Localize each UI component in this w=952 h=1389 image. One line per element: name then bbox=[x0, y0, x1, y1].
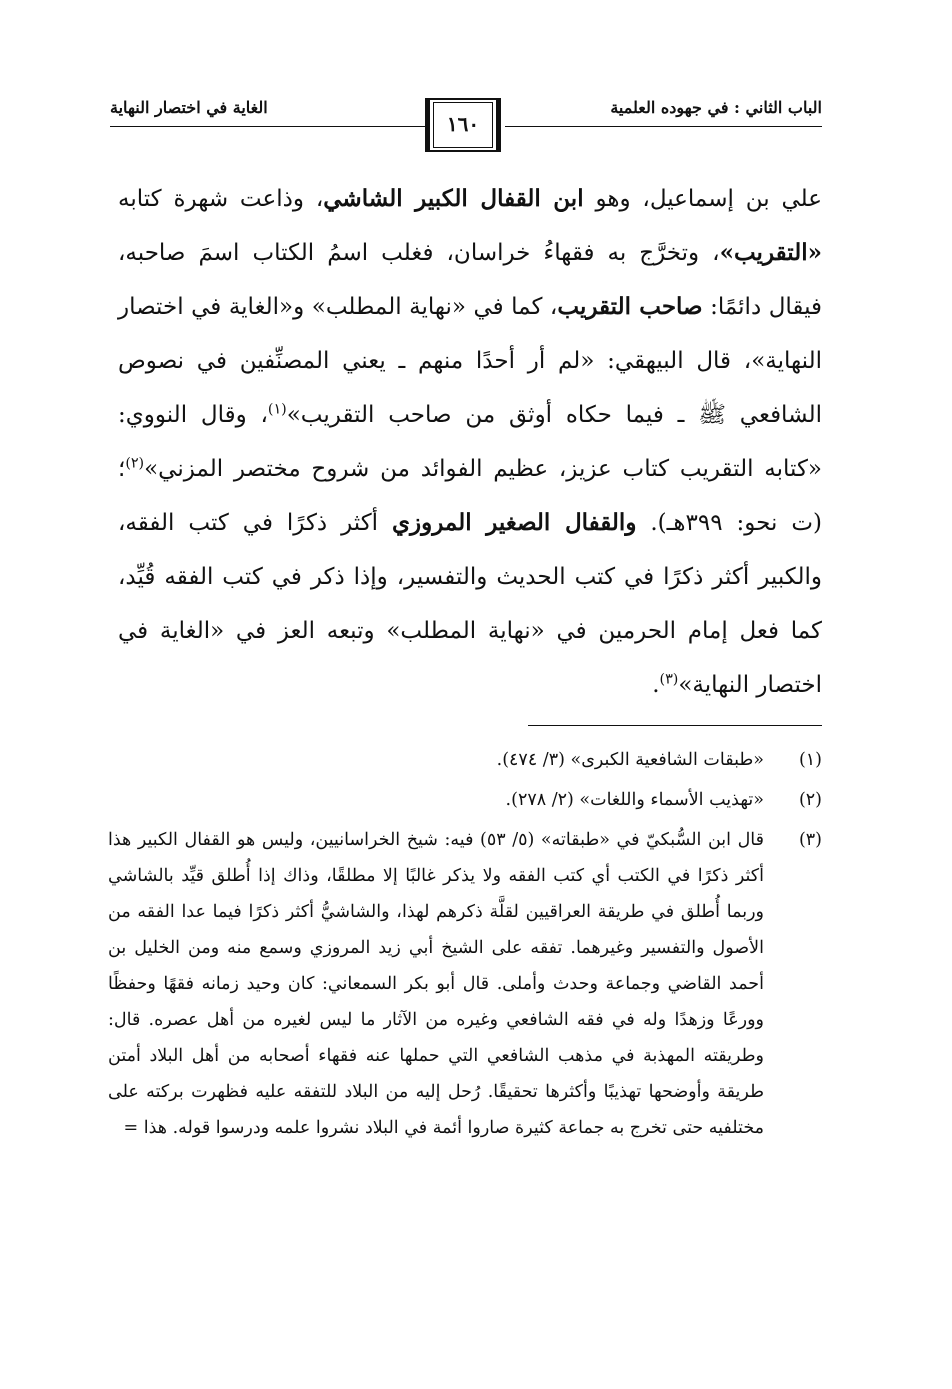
header-rule-left bbox=[110, 126, 425, 127]
bold-run: صاحب التقريب bbox=[557, 293, 703, 320]
text-run: ، وذاعت شهرة كتابه bbox=[118, 186, 324, 212]
footnote bbox=[108, 782, 822, 818]
footnote-ref: (٢) bbox=[125, 455, 145, 472]
text-run: علي بن إسماعيل، وهو bbox=[583, 186, 822, 212]
text-run: ، كما في «نهاية المطلب» و«الغاية في اختصار النهاية»، قال البيهقي: «لم أر أحدًا منهم ـ يعني المصنِّفين في نصوص الشافعي ﷺ ـ فيما حكاه أوثق من صاحب التقريب» bbox=[118, 294, 822, 428]
footnote-number: (٣) bbox=[798, 830, 822, 850]
footnote-text: قال ابن السُّبكيّ في «طبقاته» (٥/ ٥٣) فيه: شيخ الخراسانيين، وليس هو القفال الكبير هذا أكثر ذكرًا في الكتب أي كتب الفقه ولا يذكر غالبًا إلا مطلقًا، وذاك إذا أُطلق قيِّد بالشاشي وربما أُطلق في طريقة العراقيين لقلَّة ذكرهم لهذا، والشاشيُّ أكثر ذكرًا فيما عدا الفقه من الأصول والتفسير وغيرهما. تفقه على الشيخ أبي زيد المروزي وسمع منه ومن الخليل بن أحمد القاضي وجماعة وحدث وأملى. قال أبو بكر السمعاني: كان وحيد زمانه فقهًا وحفظًا وورعًا وزهدًا وله في فقه الشافعي وغيره من الآثار ما ليس لغيره من أهل عصره. قال: وطريقته المهذبة في مذهب الشافعي التي حملها عنه فقهاء أصحابه من أهل البلاد أمتن طريقة وأوضحها تهذيبًا وأكثرها تحقيقًا. رُحل إليه من البلاد للتفقه عليه فظهرت بركته على مختلفيه حتى تخرج به جماعة كثيرة صاروا أئمة في البلاد نشروا علمه ودرسوا قوله. هذا = bbox=[108, 830, 764, 1138]
footnote bbox=[108, 822, 822, 1146]
page-number-box bbox=[425, 98, 501, 152]
header-book-title: الغاية في اختصار النهاية bbox=[110, 98, 268, 117]
footnote-number: (١) bbox=[798, 750, 822, 770]
footnote-ref: (١) bbox=[267, 401, 287, 418]
text-run: أكثر ذكرًا في كتب الفقه، والكبير أكثر ذكرًا في كتب الحديث والتفسير، وإذا ذكر في كتب الفقه قُيِّد، كما فعل إمام الحرمين في «نهاية المطلب» وتبعه العز في «الغاية في اختصار النهاية» bbox=[118, 510, 822, 698]
header-rule-right bbox=[505, 126, 822, 127]
main-text bbox=[118, 172, 822, 712]
page-number: ١٦٠ bbox=[446, 112, 480, 136]
bold-run: «التقريب» bbox=[719, 239, 822, 266]
footnote-number: (٢) bbox=[798, 790, 822, 810]
footnote-text: «تهذيب الأسماء واللغات» (٢/ ٢٧٨). bbox=[505, 790, 764, 810]
main-paragraph bbox=[118, 172, 822, 712]
footnote-text: «طبقات الشافعية الكبرى» (٣/ ٤٧٤). bbox=[496, 750, 764, 770]
footnotes bbox=[108, 742, 822, 1150]
bold-run: والقفال الصغير المروزي bbox=[392, 509, 637, 536]
text-run: ، وتخرَّج به فقهاءُ خراسان، فغلب اسمُ الكتاب اسمَ صاحبه، فيقال دائمًا: bbox=[118, 240, 823, 320]
footnote-separator bbox=[528, 725, 822, 726]
text-run: ؛ (ت نحو: ٣٩٩هـ). bbox=[118, 456, 822, 536]
bold-run: ابن القفال الكبير الشاشي bbox=[323, 185, 584, 212]
header-chapter-title: الباب الثاني : في جهوده العلمية bbox=[610, 98, 822, 117]
footnote bbox=[108, 742, 822, 778]
text-run: ، وقال النووي: «كتابه التقريب كتاب عزيز، عظيم الفوائد من شروح مختصر المزني» bbox=[118, 402, 822, 482]
footnote-ref: (٣) bbox=[659, 671, 679, 688]
text-run: . bbox=[652, 672, 660, 698]
